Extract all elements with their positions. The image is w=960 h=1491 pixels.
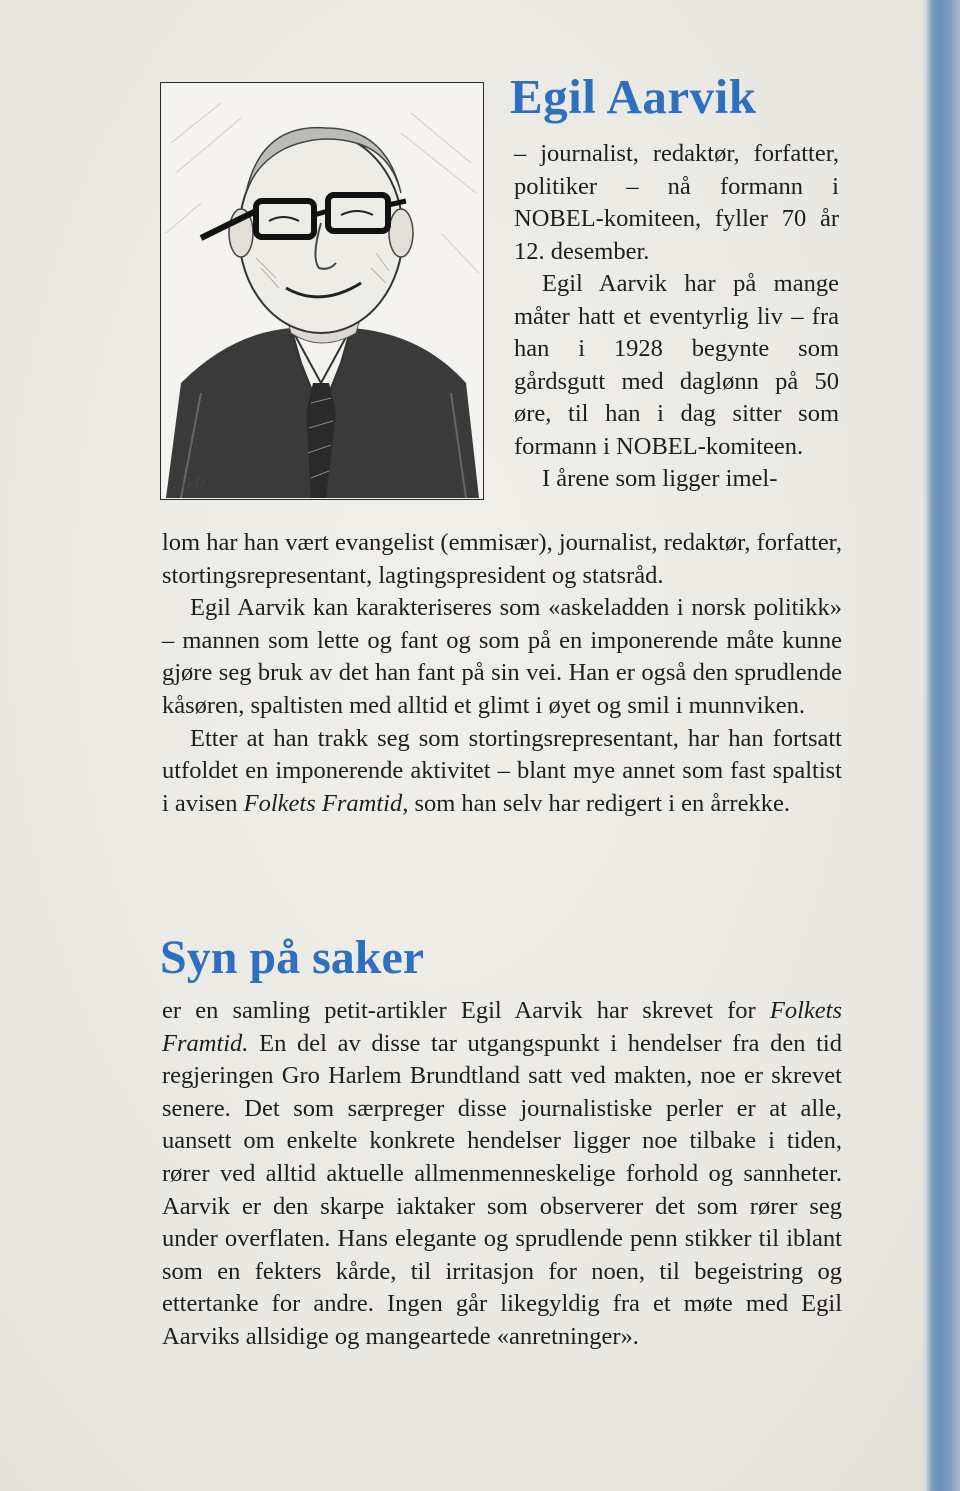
biography-paragraph-3-after: som han selv har redigert i en årrekke.	[408, 789, 790, 817]
lead-paragraph-2: Egil Aarvik har på mange måter hatt et eventyrlig liv – fra han i 1928 begynte som gårdsgutt med daglønn på 50 øre, til han i dag sitter som formann i NOBEL-komiteen.	[514, 270, 839, 460]
portrait-drawing	[161, 83, 482, 498]
biography-paragraph-3-before: Etter at han trakk seg som stortingsrepresentant, har han fortsatt utfoldet en imponerende aktivitet – blant mye annet som fast spaltist i avisen	[162, 724, 842, 817]
portrait-sketch	[160, 82, 484, 500]
biography-body	[162, 527, 842, 820]
book-newspaper-title: Folkets Framtid.	[162, 997, 842, 1057]
lead-text	[514, 138, 839, 496]
lead-paragraph-3-start: I årene som ligger imel-	[542, 465, 778, 492]
biography-paragraph-1-continued: lom har han vært evangelist (emmisær), journalist, redaktør, forfatter, stortingsrepresentant, lagtingspresident og statsråd.	[162, 529, 842, 589]
author-name-heading: Egil Aarvik	[510, 69, 757, 124]
portrait-signature: 54/	[183, 476, 206, 492]
book-description-before: er en samling petit-artikler Egil Aarvik har skrevet for	[162, 997, 770, 1024]
book-description	[162, 995, 842, 1354]
book-description-paragraph	[162, 995, 842, 1354]
book-description-after: En del av disse tar utgangspunkt i hendelser fra den tid regjeringen Gro Harlem Brundtland satt ved makten, noe er skrevet senere. Det som særpreger disse journalistiske perler er at alle, uansett om enkelte konkrete hendelser ligger noe tilbake i tiden, rører ved alltid aktuelle allmenmenneskelige forhold og sannheter. Aarvik er den skarpe iaktaker som observerer det som rører seg under overflaten. Hans elegante og sprudlende penn stikker til iblant som en fekters kårde, til irritasjon for noen, til begeistring og ettertanke for andre. Ingen går likegyldig fra et møte med Egil Aarviks allsidige og mangeartede «anretninger».	[162, 1029, 842, 1350]
book-title-heading: Syn på saker	[160, 931, 425, 984]
newspaper-title: Folkets Framtid,	[243, 789, 409, 817]
biography-paragraph-3	[162, 723, 842, 821]
biography-paragraph-2: Egil Aarvik kan karakteriseres som «askeladden i norsk politikk» – mannen som lette og fant og som på en imponerende måte kunne gjøre seg bruk av det han fant på sin vei. Han er også den sprudlende kåsøren, spaltisten med alltid et glimt i øyet og smil i munnviken.	[162, 594, 842, 719]
lead-paragraph-1: – journalist, redaktør, forfatter, politiker – nå formann i NOBEL-komiteen, fyller 70 år 12. desember.	[514, 140, 839, 265]
blue-spine-strip	[926, 0, 960, 1491]
